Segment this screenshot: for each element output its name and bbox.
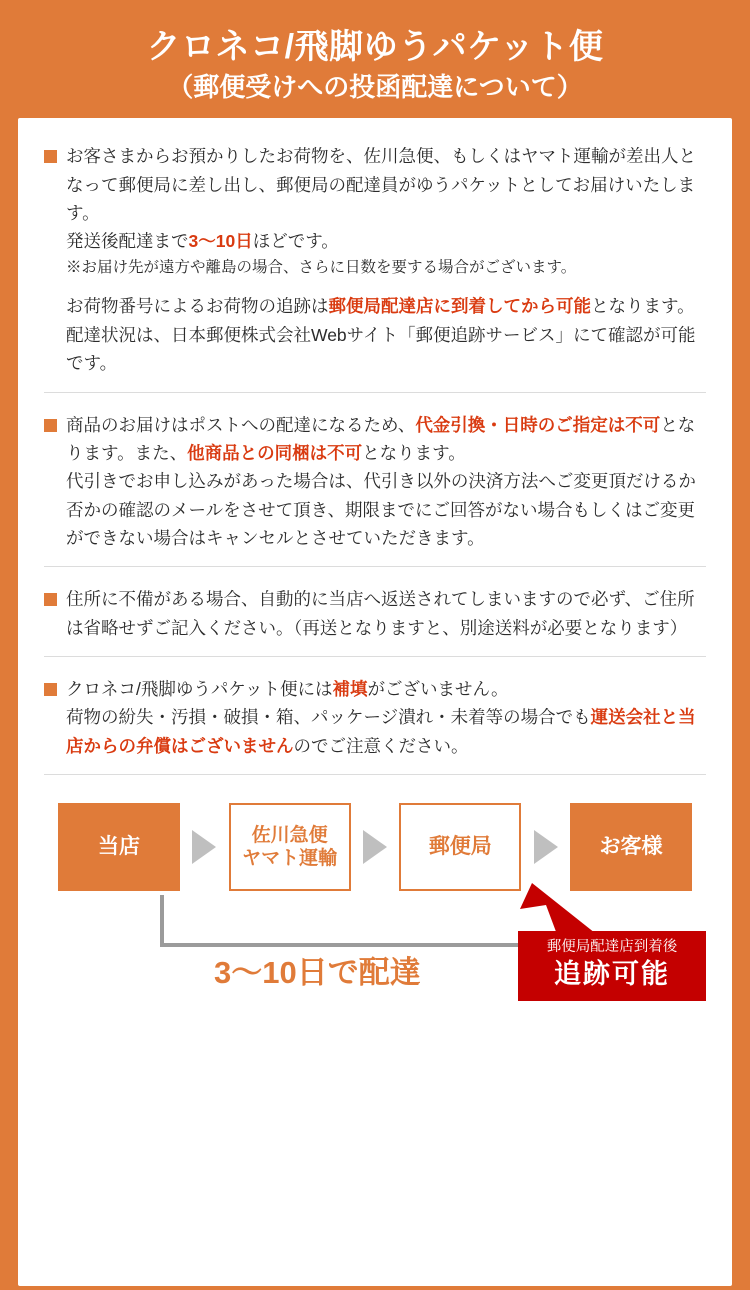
section-1-p2-post: ほどです。 [252,231,339,252]
section-4-p2-post: のでご注意ください。 [293,735,469,756]
section-1-p3-pre: お荷物番号によるお荷物の追跡は [66,296,329,317]
square-bullet-icon [44,150,57,163]
section-1-p3-post: となります。 [591,296,695,317]
flow-box-carrier-line1: 佐川急便 [251,824,328,846]
page-header [18,18,732,118]
content-card [18,118,732,1286]
section-1-note: ※お届け先が遠方や離島の場合、さらに日数を要する場合がございます。 [66,258,577,276]
tracking-label: 追跡可能 [554,958,670,989]
flow-box-post-office: 郵便局 [399,803,521,891]
section-4-p2-emphasis: 運送会社と当店からの弁償はございません [66,707,696,756]
flow-row [44,803,706,891]
section-1-paragraph-3 [44,292,706,320]
arrow-right-icon [363,830,387,864]
section-4-p2-pre: 荷物の紛失・汚損・破損・箱、パッケージ潰れ・未着等の場合でも [66,707,591,728]
square-bullet-icon [44,683,57,696]
section-1-paragraph-2 [44,227,706,255]
section-2 [44,392,706,567]
section-2-bullet-row [44,411,706,468]
section-4-paragraph-1 [66,675,509,703]
section-2-p1-mid: となります。また、 [66,414,696,463]
section-2-p1-post: となります。 [362,442,466,463]
section-4-p1-pre: クロネコ/飛脚ゆうパケット便には [66,678,333,699]
section-4 [44,656,706,774]
section-1-p3-emphasis: 郵便局配達店に到着してから可能 [328,296,591,317]
section-2-paragraph-1 [66,411,706,468]
section-4-p1-emphasis: 補填 [332,678,368,699]
section-1-paragraph-4: 配達状況は、日本郵便株式会社Webサイト「郵便追跡サービス」にて確認が可能です。 [66,324,696,374]
square-bullet-icon [44,419,57,432]
section-1-p2-pre: 発送後配達まで [66,231,189,252]
arrow-right-icon [192,830,216,864]
flow-container [44,803,706,1013]
page-title-line2: （郵便受けへの投函配達について） [167,71,583,102]
section-2-p1-emphasis-1: 代金引換・日時のご指定は不可 [415,414,661,435]
page-title-line1: クロネコ/飛脚ゆうパケット便 [146,28,604,66]
section-4-bullet-row [44,675,706,703]
delivery-days-label: 3〜10日で配達 [214,954,421,990]
spacer [44,280,706,292]
section-1-paragraph-1: お客さまからお預かりしたお荷物を、佐川急便、もしくはヤマト運輸が差出人となって郵便局に差し出し、郵便局の配達員がゆうパケットとしてお届けいたします。 [66,146,696,223]
section-3 [44,566,706,656]
red-arrow-icon [512,879,602,939]
section-3-bullet-row [44,585,706,642]
section-1-bullet-row [44,142,706,227]
section-4-p1-post: がございません。 [367,678,509,699]
tracking-callout [518,931,706,1001]
flow-box-shop: 当店 [58,803,180,891]
section-1-p2-emphasis: 3〜10日 [188,231,253,252]
section-1 [44,142,706,391]
flow-box-carrier-line2: ヤマト運輸 [242,847,338,869]
tracking-note: 郵便局配達店到着後 [546,938,678,955]
flow-diagram [44,774,706,1027]
flow-box-carrier [229,803,351,891]
section-4-paragraph-2 [44,703,706,760]
section-3-paragraph-1: 住所に不備がある場合、自動的に当店へ返送されてしまいますので必ず、ご住所は省略せずご記入ください。（再送となりますと、別途送料が必要となります） [66,589,695,638]
section-2-paragraph-2: 代引きでお申し込みがあった場合は、代引き以外の決済方法へご変更頂だけるか否かの確認のメールをさせて頂き、期限までにご回答がない場合もしくはご変更ができない場合はキャンセルとさせていただきます。 [66,471,696,548]
flow-box-customer: お客様 [570,803,692,891]
section-2-p1-emphasis-2: 他商品との同梱は不可 [187,442,363,463]
flow-bottom-area [44,895,706,1013]
square-bullet-icon [44,593,57,606]
arrow-right-icon [534,830,558,864]
duration-bracket [160,895,570,947]
section-2-p1-pre: 商品のお届けはポストへの配達になるため、 [66,414,416,435]
